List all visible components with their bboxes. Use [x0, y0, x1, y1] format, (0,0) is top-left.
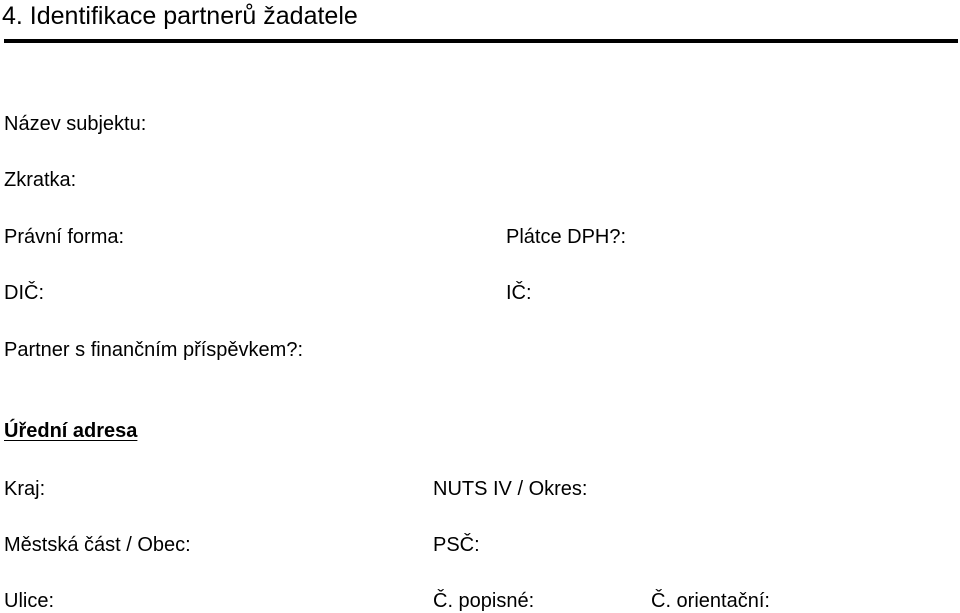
label-ulice: Ulice:: [4, 590, 55, 612]
label-mestska-cast-obec: Městská část / Obec:: [4, 534, 191, 556]
label-pravni-forma: Právní forma:: [4, 226, 125, 248]
label-psc: PSČ:: [433, 534, 480, 556]
section-heading-uredni-adresa: Úřední adresa: [4, 420, 138, 442]
title-divider: [4, 39, 958, 43]
label-dic: DIČ:: [4, 282, 44, 304]
label-cislo-orientacni: Č. orientační:: [651, 590, 770, 612]
label-cislo-popisne: Č. popisné:: [433, 590, 535, 612]
label-ic: IČ:: [506, 282, 532, 304]
label-platce-dph: Plátce DPH?:: [506, 226, 627, 248]
page-title: 4. Identifikace partnerů žadatele: [2, 2, 358, 30]
label-zkratka: Zkratka:: [4, 169, 77, 191]
label-nazev-subjektu: Název subjektu:: [4, 113, 147, 135]
label-financni-prispevek: Partner s finančním příspěvkem?:: [4, 339, 304, 361]
label-nuts-okres: NUTS IV / Okres:: [433, 478, 588, 500]
label-kraj: Kraj:: [4, 478, 46, 500]
